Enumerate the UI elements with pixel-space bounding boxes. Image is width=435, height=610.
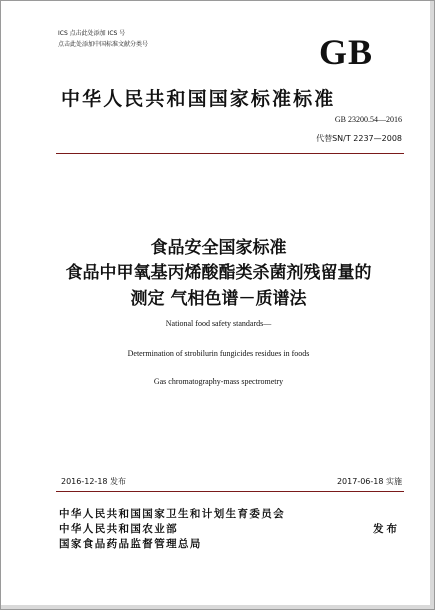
title-cn-line-1: 食品安全国家标准 xyxy=(150,238,287,258)
standard-number: GB 23200.54—2016 xyxy=(334,115,402,124)
issuer-1: 中华人民共和国国家卫生和计划生育委员会 xyxy=(59,508,286,520)
issue-date: 2016-12-18 发布 xyxy=(61,477,127,486)
title-cn-line-2: 食品中甲氧基丙烯酸酯类杀菌剂残留量的 xyxy=(65,263,372,283)
ics-code: ICS 点击此处添加 ICS 号 xyxy=(58,30,126,37)
issuer-3: 国家食品药品监督管理总局 xyxy=(59,538,202,550)
title-en-line-3: Gas chromatography-mass spectrometry xyxy=(153,377,284,386)
bottom-divider xyxy=(56,491,404,492)
national-standard-title: 中华人民共和国国家标准标准 xyxy=(61,88,336,110)
classification-placeholder: 点击此处添加中国标准文献分类号 xyxy=(58,41,149,48)
title-cn-line-3: 测定 气相色谱－质谱法 xyxy=(130,289,307,309)
gb-logo: GB xyxy=(319,32,374,72)
top-divider xyxy=(56,153,404,154)
implementation-date: 2017-06-18 实施 xyxy=(336,477,402,486)
release-label: 发布 xyxy=(373,523,400,535)
title-en-line-2: Determination of strobilurin fungicides residues in foods xyxy=(127,349,310,358)
issuer-2: 中华人民共和国农业部 xyxy=(59,523,178,535)
title-en-line-1: National food safety standards— xyxy=(165,319,272,328)
replaces-standard: 代替SN/T 2237—2008 xyxy=(316,134,402,143)
